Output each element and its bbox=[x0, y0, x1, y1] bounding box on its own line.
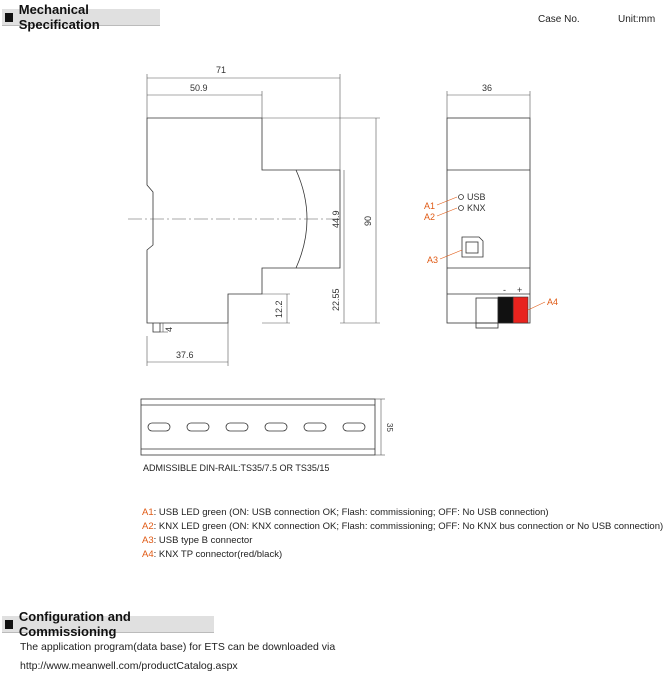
dim-44-9: 44.9 bbox=[331, 210, 341, 228]
section-title: Configuration and Commissioning bbox=[18, 609, 131, 639]
dim-50-9: 50.9 bbox=[190, 83, 208, 93]
usb-led-icon bbox=[459, 195, 464, 200]
config-url-link[interactable]: http://www.meanwell.com/productCatalog.aspx bbox=[20, 660, 238, 672]
rail-caption: ADMISSIBLE DIN-RAIL:TS35/7.5 OR TS35/15 bbox=[143, 463, 330, 473]
front-view bbox=[424, 83, 558, 328]
minus-label: - bbox=[503, 285, 506, 295]
led-usb-label: USB bbox=[467, 192, 486, 202]
callout-a1: A1 bbox=[424, 201, 436, 211]
din-rail bbox=[141, 399, 394, 455]
led-knx-label: KNX bbox=[467, 203, 486, 213]
knx-led-icon bbox=[459, 206, 464, 211]
plus-label: + bbox=[517, 285, 523, 295]
bullet-square-icon bbox=[5, 620, 13, 629]
usb-b-connector-icon bbox=[462, 237, 483, 257]
callout-a2: A2 bbox=[424, 212, 436, 222]
knx-connector-red bbox=[513, 297, 528, 323]
knx-connector-black bbox=[498, 297, 513, 323]
callout-a3: A3 bbox=[427, 255, 439, 265]
dim-37-6: 37.6 bbox=[176, 350, 194, 360]
dim-36: 36 bbox=[482, 83, 493, 93]
unit-label: Unit:mm bbox=[618, 14, 656, 25]
annotation-item: A2: KNX LED green (ON: KNX connection OK; Flash: commissioning; OFF: No KNX bus connection or No USB connection) bbox=[142, 521, 664, 532]
annotation-item: A4: KNX TP connector(red/black) bbox=[142, 549, 283, 560]
dim-12-2: 12.2 bbox=[274, 300, 284, 318]
annotation-item: A1: USB LED green (ON: USB connection OK; Flash: commissioning; OFF: No USB connection) bbox=[142, 507, 549, 518]
callout-a4: A4 bbox=[547, 297, 559, 307]
annotation-list bbox=[142, 506, 663, 562]
dim-35: 35 bbox=[385, 423, 394, 432]
dim-90: 90 bbox=[363, 215, 373, 226]
dim-4: 4 bbox=[164, 326, 174, 332]
case-no-label: Case No. bbox=[538, 14, 580, 25]
dim-22-55: 22.55 bbox=[331, 288, 341, 311]
config-description: The application program(data base) for ETS can be downloaded via bbox=[20, 641, 336, 653]
dim-71: 71 bbox=[216, 65, 227, 75]
section-title: Mechanical Specification bbox=[18, 2, 100, 32]
section-header-configuration bbox=[2, 609, 214, 639]
side-view bbox=[128, 65, 380, 366]
annotation-item: A3: USB type B connector bbox=[142, 535, 253, 546]
